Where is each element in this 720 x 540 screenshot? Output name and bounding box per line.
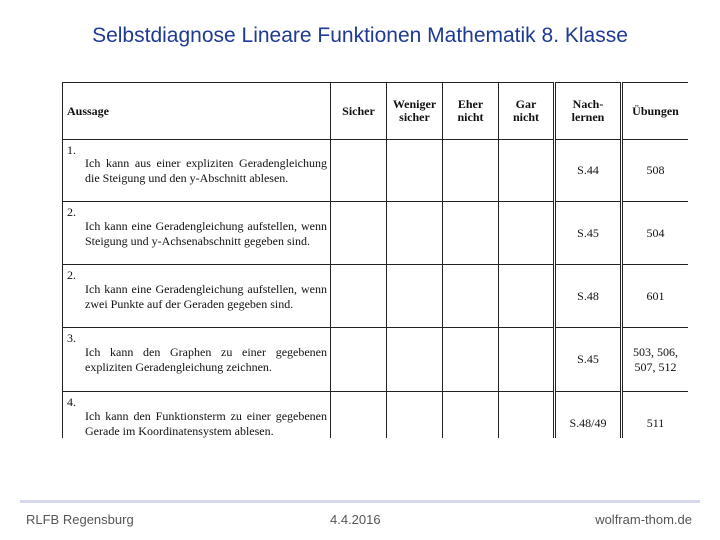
- statement-text: Ich kann aus einer expliziten Geradengleichung die Steigung und den y-Abschnitt ablesen.: [85, 156, 327, 185]
- statement-number: 4.: [67, 395, 76, 409]
- nachlernen-cell: S.45: [555, 328, 622, 392]
- table-row: [63, 328, 689, 392]
- rating-gar-nicht-cell[interactable]: [499, 265, 555, 328]
- header-gar-nicht: Gar nicht: [499, 83, 555, 140]
- table-header-row: [63, 83, 689, 140]
- uebungen-cell: 503, 506, 507, 512: [622, 328, 689, 392]
- rating-eher-nicht-cell[interactable]: [443, 140, 499, 202]
- uebungen-cell: 511: [622, 392, 689, 439]
- self-diagnosis-table: [62, 82, 688, 438]
- rating-weniger-sicher-cell[interactable]: [387, 328, 443, 392]
- slide-title: Selbstdiagnose Lineare Funktionen Mathematik 8. Klasse: [92, 24, 628, 47]
- rating-eher-nicht-cell[interactable]: [443, 265, 499, 328]
- statement-cell: [63, 328, 331, 392]
- statement-cell: [63, 140, 331, 202]
- rating-eher-nicht-cell[interactable]: [443, 328, 499, 392]
- rating-gar-nicht-cell[interactable]: [499, 202, 555, 265]
- table-row: [63, 265, 689, 328]
- nachlernen-cell: S.48: [555, 265, 622, 328]
- rating-sicher-cell[interactable]: [331, 202, 387, 265]
- statement-cell: [63, 265, 331, 328]
- footer-organization: RLFB Regensburg: [26, 512, 134, 527]
- table-row: [63, 392, 689, 439]
- rating-eher-nicht-cell[interactable]: [443, 202, 499, 265]
- statement-number: 1.: [67, 143, 76, 157]
- self-diagnosis-table-container: [62, 82, 688, 438]
- statement-number: 3.: [67, 331, 76, 345]
- statement-number: 2.: [67, 205, 76, 219]
- rating-weniger-sicher-cell[interactable]: [387, 140, 443, 202]
- statement-text: Ich kann eine Geradengleichung aufstellen, wenn zwei Punkte auf der Geraden gegeben sind.: [85, 281, 327, 311]
- rating-sicher-cell[interactable]: [331, 328, 387, 392]
- statement-cell: [63, 392, 331, 439]
- uebungen-cell: 508: [622, 140, 689, 202]
- statement-text: Ich kann den Graphen zu einer gegebenen expliziten Geradengleichung zeichnen.: [85, 345, 327, 374]
- statement-text: Ich kann den Funktionsterm zu einer gegebenen Gerade im Koordinatensystem ablesen.: [85, 409, 327, 438]
- rating-gar-nicht-cell[interactable]: [499, 392, 555, 439]
- rating-sicher-cell[interactable]: [331, 140, 387, 202]
- nachlernen-cell: S.45: [555, 202, 622, 265]
- rating-sicher-cell[interactable]: [331, 265, 387, 328]
- nachlernen-cell: S.48/49: [555, 392, 622, 439]
- statement-text: Ich kann eine Geradengleichung aufstellen, wenn Steigung und y-Achsenabschnitt gegeben sind.: [85, 218, 327, 248]
- header-weniger-sicher: Weniger sicher: [387, 83, 443, 140]
- header-uebungen: Übungen: [622, 83, 689, 140]
- header-nachlernen: Nach- lernen: [555, 83, 622, 140]
- rating-weniger-sicher-cell[interactable]: [387, 392, 443, 439]
- header-sicher: Sicher: [331, 83, 387, 140]
- rating-eher-nicht-cell[interactable]: [443, 392, 499, 439]
- statement-cell: [63, 202, 331, 265]
- uebungen-cell: 601: [622, 265, 689, 328]
- footer-divider: [20, 500, 700, 503]
- statement-number: 2.: [67, 268, 76, 282]
- footer-date: 4.4.2016: [330, 512, 381, 527]
- table-row: [63, 202, 689, 265]
- rating-weniger-sicher-cell[interactable]: [387, 265, 443, 328]
- nachlernen-cell: S.44: [555, 140, 622, 202]
- table-row: [63, 140, 689, 202]
- rating-sicher-cell[interactable]: [331, 392, 387, 439]
- header-eher-nicht: Eher nicht: [443, 83, 499, 140]
- rating-weniger-sicher-cell[interactable]: [387, 202, 443, 265]
- uebungen-cell: 504: [622, 202, 689, 265]
- footer-website: wolfram-thom.de: [595, 512, 692, 527]
- rating-gar-nicht-cell[interactable]: [499, 140, 555, 202]
- header-aussage: Aussage: [63, 83, 331, 140]
- rating-gar-nicht-cell[interactable]: [499, 328, 555, 392]
